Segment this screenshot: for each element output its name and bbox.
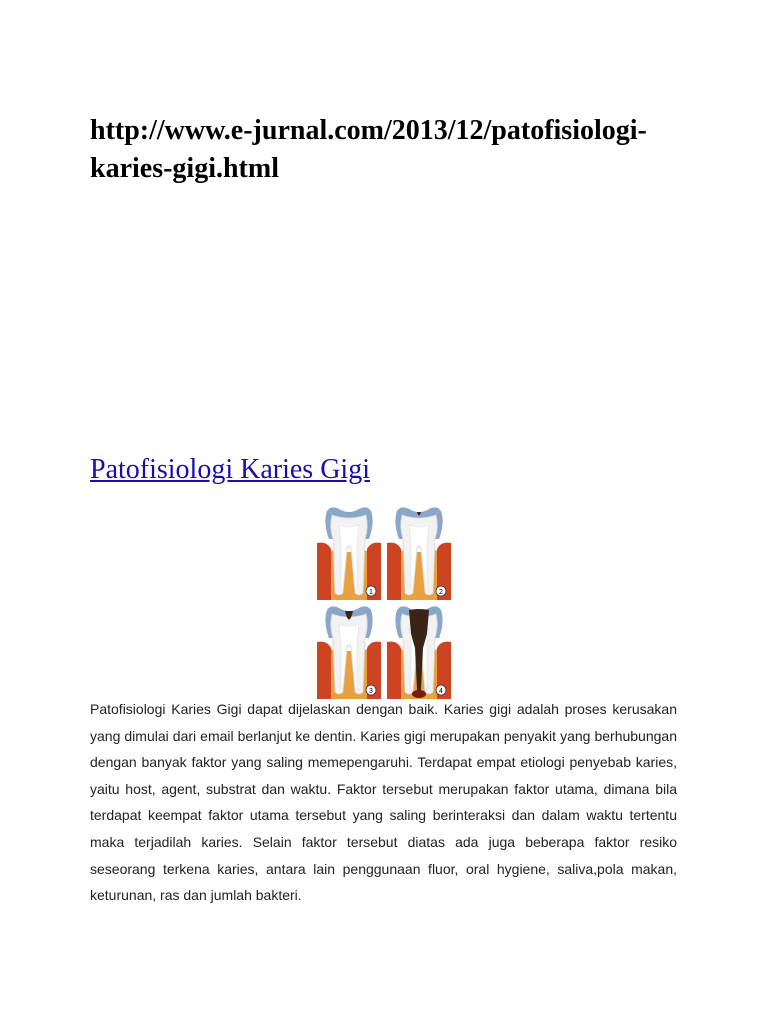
stage-number-label: 2 — [439, 589, 443, 596]
article-title-link[interactable]: Patofisiologi Karies Gigi — [90, 454, 370, 485]
tooth-stage-panel-3 — [317, 604, 381, 699]
tooth-stage-panel-2 — [387, 505, 451, 600]
tooth-stage-panel-4 — [387, 604, 451, 699]
stage-number-label: 1 — [369, 589, 373, 596]
stage-number-label: 4 — [439, 688, 443, 695]
stage-number-label: 3 — [369, 688, 373, 695]
tooth-decay-stages-illustration — [316, 504, 452, 700]
tooth-decay-stages-figure — [316, 504, 452, 700]
article-body: Patofisiologi Karies Gigi dapat dijelaskan dengan baik. Karies gigi adalah proses kerusakan yang dimulai dari email berlanjut ke dentin. Karies gigi merupakan penyakit yang berhubungan dengan banyak faktor yang saling memepengaruhi. Terdapat empat etiologi penyebab karies, yaitu host, agent, substrat dan waktu. Faktor tersebut merupakan faktor utama, dimana bila terdapat keempat faktor utama tersebut yang saling berinteraksi dan dalam waktu tertentu maka terjadilah karies. Selain faktor tersebut diatas ada juga beberapa faktor resiko seseorang terkena karies, antara lain penggunaan fluor, oral hygiene, saliva,pola makan, keturunan, ras dan jumlah bakteri. — [90, 701, 677, 904]
source-url-heading: http://www.e-jurnal.com/2013/12/patofisiologi-karies-gigi.html — [90, 115, 647, 184]
tooth-stage-panel-1 — [317, 505, 381, 600]
